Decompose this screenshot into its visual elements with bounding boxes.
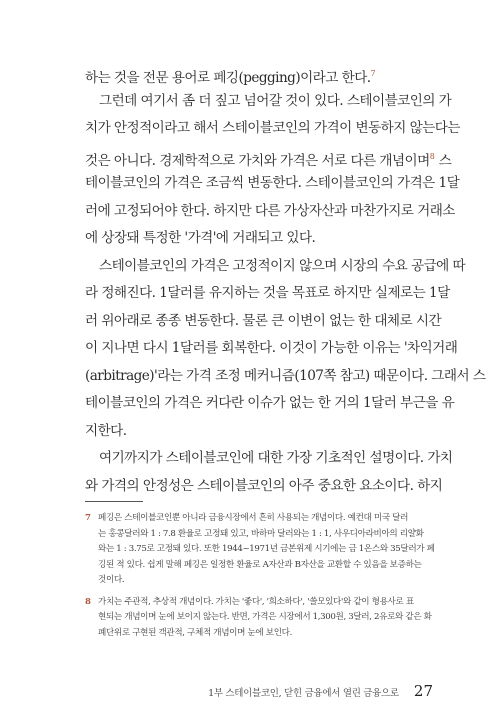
body-line [85,143,452,171]
body-line: 테이블코인의 가격은 조금씩 변동한다. 스테이블코인의 가격은 1달 [85,175,460,191]
footnote-divider [85,501,143,502]
footnote-7-line: 깅된 적 있다. 쉽게 말해 페깅은 일정한 환율로 A자산과 B자산을 교환할 수 있음을 보증하는 [98,559,422,570]
footnote-8-number: 8 [85,596,91,607]
body-line [85,60,432,88]
footnote-ref-7[interactable]: 7 [370,69,376,78]
footnotes [85,511,433,641]
body-line: 테이블코인의 가격은 커다란 이슈가 없는 한 거의 1달러 부근을 유 [85,395,455,411]
footnote-7-line: 와는 1 : 3.75로 고정돼 있다. 또한 1944~1971년 금본위제 시기에는 금 1온스와 35달러가 페 [98,544,435,554]
body-line: 에 상장돼 특정한 '가격'에 거래되고 있다. [85,230,316,246]
footnote-7-line: 것이다. [98,575,125,585]
body-line: 스테이블코인의 가격은 고정적이지 않으며 시장의 수요 공급에 따 [99,257,466,274]
footnote-7-line [85,511,433,527]
page-footer [208,681,433,700]
body-line: 지한다. [85,422,127,439]
running-title: 1부 스테이블코인, 닫힌 금융에서 열린 금융으로 [208,688,399,699]
body-line: 그런데 여기서 좀 더 짚고 넘어갈 것이 있다. 스테이블코인의 가 [99,92,452,109]
page-number: 27 [413,682,433,700]
body-line: 라 정해진다. 1달러를 유지하는 것을 목표로 하지만 실제로는 1달 [85,285,450,301]
text: 스 [438,152,452,169]
body-line: 와 가격의 안정성은 스테이블코인의 아주 중요한 요소이다. 하지 [85,477,443,494]
body-line: 여기까지가 스테이블코인에 대한 가장 기초적인 설명이다. 가치 [99,450,453,466]
footnote-7-number: 7 [85,513,91,523]
body-line: 러 위아래로 종종 변동한다. 물론 큰 이변이 없는 한 대체로 시간 [85,312,442,329]
footnote-ref-8[interactable]: 8 [429,151,435,161]
text: 페깅은 스테이블코인뿐 아니라 금융시장에서 흔히 사용되는 개념이다. 예컨대 미국 달러 [98,513,409,523]
body-line: 러에 고정되어야 한다. 하지만 다른 가상자산과 마찬가지로 거래소 [85,202,455,219]
footnote-8-line [85,595,433,611]
footnote-8-line: 현되는 개념이며 눈에 보이지 않는다. 반면, 가격은 시장에서 1,300원, 3달러, 2유로와 같은 화 [98,612,432,622]
text: 하는 것을 전문 용어로 페깅(pegging)이라고 한다. [85,70,371,86]
footnote-7-line: 는 홍콩달러와 1 : 7.8 환율로 고정돼 있고, 바하마 달러와는 1 : 1, 사우디아라비아의 리얄화 [98,528,424,539]
body-line: (arbitrage)'라는 가격 조정 메커니즘(107쪽 참고) 때문이다. 그래서 스 [85,367,486,384]
text: 가치는 주관적, 추상적 개념이다. 가치는 '좋다', '희소하다', '쓸모있다'와 같이 형용사로 표 [98,596,414,607]
body-text [85,60,486,500]
body-line: 치가 안정적이라고 해서 스테이블코인의 가격이 변동하지 않는다는 [85,120,460,136]
footnote-8-line: 폐단위로 구현된 객관적, 구체적 개념이며 눈에 보인다. [98,627,292,638]
text: 것은 아니다. 경제학적으로 가치와 가격은 서로 다른 개념이며 [85,152,430,169]
body-line: 이 지나면 다시 1달러를 회복한다. 이것이 가능한 이유는 '차익거래 [85,340,458,356]
